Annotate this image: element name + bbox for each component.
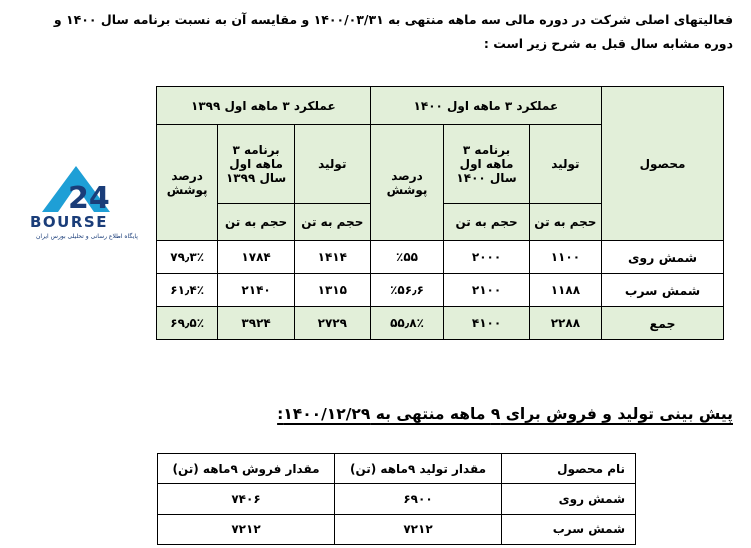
production-1399-cell: ۱۴۱۴	[294, 241, 370, 274]
header-program-1400: برنامه ۳ ماهه اول سال ۱۴۰۰	[444, 125, 529, 204]
table-row	[158, 484, 636, 514]
header-program-1399: برنامه ۳ ماهه اول سال ۱۳۹۹	[218, 125, 295, 204]
production-9m-cell: ۶۹۰۰	[335, 484, 502, 514]
header-product: محصول	[602, 87, 724, 241]
header-coverage-1399: درصد پوشش	[157, 125, 218, 241]
production-9m-cell: ۷۲۱۲	[335, 514, 502, 544]
header-production-1399: تولید	[294, 125, 370, 204]
header-production-1400: تولید	[529, 125, 601, 204]
header-group-1399: عملکرد ۳ ماهه اول ۱۳۹۹	[157, 87, 371, 125]
sales-9m-cell: ۷۲۱۲	[158, 514, 335, 544]
program-1400-cell: ۴۱۰۰	[444, 307, 529, 340]
unit-label: حجم به تن	[529, 204, 601, 241]
header-coverage-1400: درصد پوشش	[370, 125, 444, 241]
production-1400-cell: ۱۱۰۰	[529, 241, 601, 274]
header-production-9m: مقدار تولید ۹ماهه (تن)	[335, 454, 502, 484]
coverage-1399-cell: ۶۱٫۴٪	[157, 274, 218, 307]
coverage-1399-cell: ۶۹٫۵٪	[157, 307, 218, 340]
table-header-row	[158, 454, 636, 484]
logo-digits: 24	[68, 181, 110, 216]
product-cell: شمش روی	[502, 484, 636, 514]
production-1400-cell: ۲۲۸۸	[529, 307, 601, 340]
header-sales-9m: مقدار فروش ۹ماهه (تن)	[158, 454, 335, 484]
production-1399-cell: ۲۷۲۹	[294, 307, 370, 340]
header-group-1400: عملکرد ۳ ماهه اول ۱۴۰۰	[370, 87, 601, 125]
production-1399-cell: ۱۳۱۵	[294, 274, 370, 307]
program-1399-cell: ۲۱۴۰	[218, 274, 295, 307]
product-cell: جمع	[602, 307, 724, 340]
coverage-1400-cell: ٪۵۵	[370, 241, 444, 274]
forecast-table	[157, 453, 636, 545]
production-table	[156, 86, 724, 340]
table-total-row	[157, 307, 724, 340]
product-cell: شمش سرب	[602, 274, 724, 307]
product-cell: شمش سرب	[502, 514, 636, 544]
table-row	[157, 241, 724, 274]
product-cell: شمش روی	[602, 241, 724, 274]
table-row	[158, 514, 636, 544]
intro-paragraph	[40, 8, 733, 56]
logo-wordmark: BOURSE	[30, 213, 108, 231]
program-1400-cell: ۲۰۰۰	[444, 241, 529, 274]
logo-subtitle: پایگاه اطلاع رسانی و تحلیلی بورس ایران	[36, 233, 138, 240]
header-product-name: نام محصول	[502, 454, 636, 484]
program-1400-cell: ۲۱۰۰	[444, 274, 529, 307]
sales-9m-cell: ۷۴۰۶	[158, 484, 335, 514]
unit-label: حجم به تن	[294, 204, 370, 241]
intro-line-1: فعالیتهای اصلی شرکت در دوره مالی سه ماهه منتهی به ۱۴۰۰/۰۳/۳۱ و مقایسه آن به نسبت برنامه سال ۱۴۰۰ و	[53, 12, 733, 27]
program-1399-cell: ۳۹۲۴	[218, 307, 295, 340]
coverage-1400-cell: ٪۵۶٫۶	[370, 274, 444, 307]
coverage-1400-cell: ۵۵٫۸٪	[370, 307, 444, 340]
forecast-heading: پیش بینی تولید و فروش برای ۹ ماهه منتهی به ۱۴۰۰/۱۲/۲۹:	[277, 405, 733, 423]
table-row	[157, 274, 724, 307]
program-1399-cell: ۱۷۸۴	[218, 241, 295, 274]
unit-label: حجم به تن	[444, 204, 529, 241]
intro-line-2: دوره مشابه سال قبل به شرح زیر است :	[483, 36, 733, 51]
production-1400-cell: ۱۱۸۸	[529, 274, 601, 307]
unit-label: حجم به تن	[218, 204, 295, 241]
coverage-1399-cell: ۷۹٫۳٪	[157, 241, 218, 274]
